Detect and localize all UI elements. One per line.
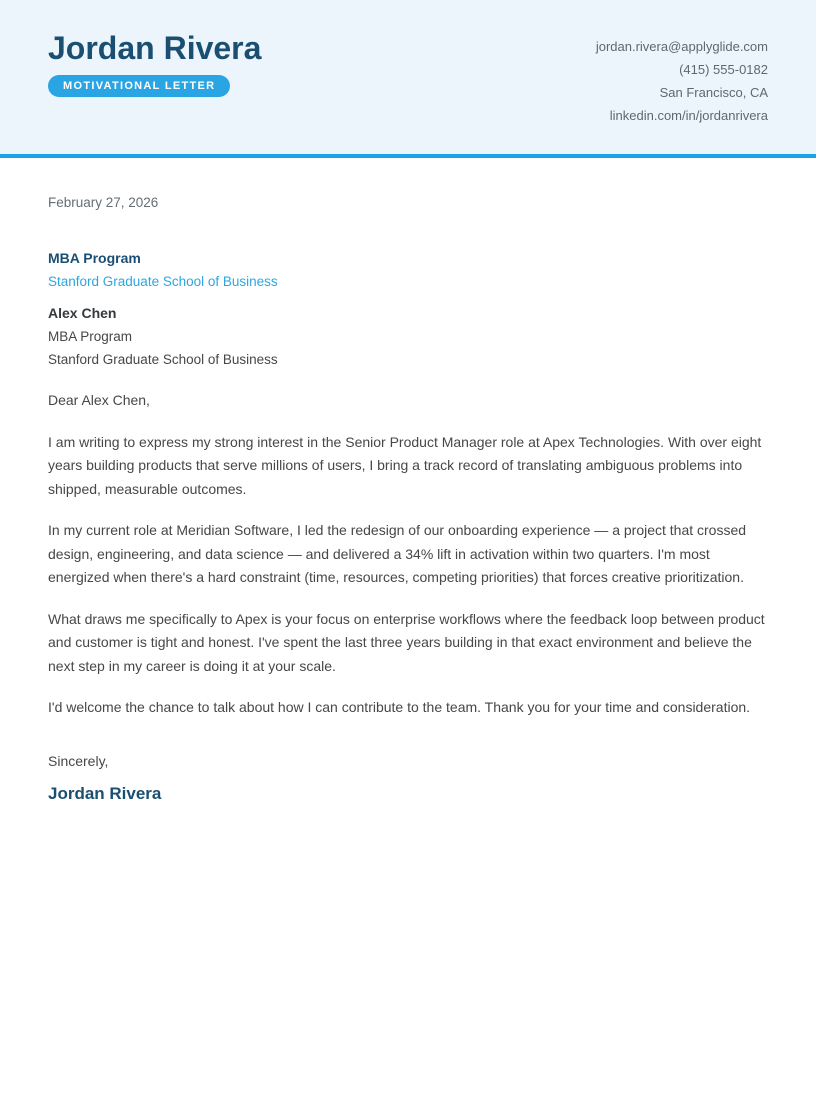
body-paragraph-3: What draws me specifically to Apex is your focus on enterprise workflows where the feedback loop between product and customer is tight and honest. I've spent the last three years building in that exact environment and believe the next step in my career is doing it at your scale. xyxy=(48,610,765,674)
recipient-program: MBA Program xyxy=(48,329,133,344)
recipient-school: Stanford Graduate School of Business xyxy=(48,352,278,367)
body-paragraph-4: I'd welcome the chance to talk about how I can contribute to the team. Thank you for your time and consideration. xyxy=(48,699,751,715)
contact-phone: (415) 555-0182 xyxy=(679,62,768,77)
body-paragraph-1: I am writing to express my strong interest in the Senior Product Manager role at Apex Technologies. With over eight years building products that serve millions of users, I bring a track record of translating ambiguous problems into shipped, measurable outcomes. xyxy=(48,433,762,497)
program-school-link[interactable]: Stanford Graduate School of Business xyxy=(48,274,278,289)
applicant-name: Jordan Rivera xyxy=(48,30,262,66)
letter-header xyxy=(0,0,816,158)
letter-body xyxy=(0,158,816,804)
contact-linkedin: linkedin.com/in/jordanrivera xyxy=(609,108,768,123)
recipient-block xyxy=(48,302,768,371)
document-type-badge: MOTIVATIONAL LETTER xyxy=(48,75,230,97)
contact-email: jordan.rivera@applyglide.com xyxy=(595,39,768,54)
contact-location: San Francisco, CA xyxy=(659,85,768,100)
program-title: MBA Program xyxy=(48,250,141,266)
contact-info xyxy=(596,35,768,127)
salutation: Dear Alex Chen, xyxy=(48,392,150,408)
program-block xyxy=(48,247,768,293)
signature-name: Jordan Rivera xyxy=(48,784,162,803)
closing: Sincerely, xyxy=(48,752,109,769)
header-identity xyxy=(48,30,261,97)
letter-date: February 27, 2026 xyxy=(48,195,159,210)
body-paragraph-2: In my current role at Meridian Software, I led the redesign of our onboarding experience — a project that crossed design, engineering, and data science — and delivered a 34% lift in activation within two quarters. I'm most energized when there's a hard constraint (time, resources, competing priorities) that forces creative prioritization. xyxy=(48,522,747,585)
recipient-name: Alex Chen xyxy=(48,305,117,321)
